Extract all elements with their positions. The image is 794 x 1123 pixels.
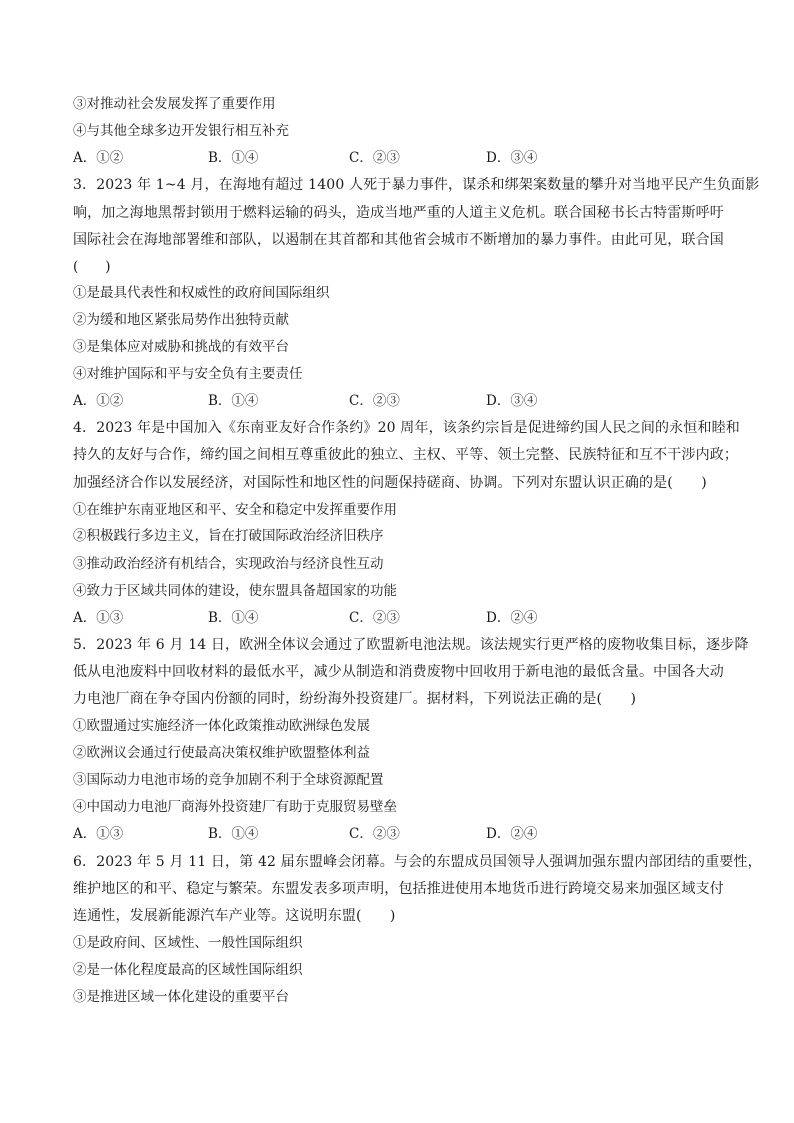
q5-option-b: B．①④ [208,826,259,842]
q6-statement-2: ②是一体化程度最高的区域性国际组织 [73,962,303,978]
q6-statement-3: ③是推进区域一体化建设的重要平台 [73,989,289,1005]
q2-statement-3: ③对推动社会发展发挥了重要作用 [73,96,276,112]
q2-option-d: D．③④ [486,150,538,166]
q3-statement-3: ③是集体应对威胁和挑战的有效平台 [73,339,289,355]
q6-stem-line-1: 6．2023 年 5 月 11 日，第 42 届东盟峰会闭幕。与会的东盟成员国领导人强调加强东盟内部团结的重要性， [73,854,762,870]
q5-option-a: A．①③ [73,826,124,842]
q2-option-a: A．①② [73,150,124,166]
q5-stem-line-3: 力电池厂商在争夺国内份额的同时，纷纷海外投资建厂。据材料，下列说法正确的是( ) [73,691,637,707]
q5-stem-line-1: 5．2023 年 6 月 14 日，欧洲全体议会通过了欧盟新电池法规。该法规实行更严格的废物收集目标，逐步降 [73,637,749,653]
q3-options [73,392,733,410]
q3-answer-blank: ( ) [73,259,111,275]
q3-statement-4: ④对维护国际和平与安全负有主要责任 [73,366,303,382]
q4-option-d: D．②④ [486,610,538,626]
q2-statement-4: ④与其他全球多边开发银行相互补充 [73,123,289,139]
q2-options [73,149,733,167]
q5-statement-2: ②欧洲议会通过行使最高决策权维护欧盟整体利益 [73,745,370,761]
q4-option-b: B．①④ [208,610,259,626]
q4-stem-line-1: 4．2023 年是中国加入《东南亚友好合作条约》20 周年，该条约宗旨是促进缔约国人民之间的永恒和睦和 [73,420,740,436]
q5-stem-line-2: 低从电池废料中回收材料的最低水平，减少从制造和消费废物中回收用于新电池的最低含量。中国各大动 [73,664,724,680]
q3-statement-2: ②为缓和地区紧张局势作出独特贡献 [73,312,289,328]
q3-option-b: B．①④ [208,393,259,409]
q4-statement-1: ①在维护东南亚地区和平、安全和稳定中发挥重要作用 [73,502,397,518]
q4-statement-4: ④致力于区域共同体的建设，使东盟具备超国家的功能 [73,583,397,599]
q4-statement-3: ③推动政治经济有机结合，实现政治与经济良性互动 [73,556,384,572]
q3-option-a: A．①② [73,393,124,409]
q4-stem-line-3: 加强经济合作以发展经济，对国际性和地区性的问题保持磋商、协调。下列对东盟认识正确的是( ) [73,475,707,491]
q6-statement-1: ①是政府间、区域性、一般性国际组织 [73,935,303,951]
q4-stem-line-2: 持久的友好与合作，缔约国之间相互尊重彼此的独立、主权、平等、领土完整、民族特征和互不干涉内政； [73,447,739,463]
q3-stem-line-2: 响，加之海地黑帮封锁用于燃料运输的码头，造成当地严重的人道主义危机。联合国秘书长古特雷斯呼吁 [73,205,724,221]
q5-option-d: D．②④ [486,826,538,842]
q3-option-d: D．③④ [486,393,538,409]
q5-statement-1: ①欧盟通过实施经济一体化政策推动欧洲绿色发展 [73,718,370,734]
q5-statement-4: ④中国动力电池厂商海外投资建厂有助于克服贸易壁垒 [73,799,397,815]
q3-option-c: C．②③ [349,393,400,409]
q5-option-c: C．②③ [349,826,400,842]
q2-option-c: C．②③ [349,150,400,166]
q6-stem-line-3: 连通性，发展新能源汽车产业等。这说明东盟( ) [73,908,396,924]
q5-statement-3: ③国际动力电池市场的竞争加剧不利于全球资源配置 [73,772,384,788]
q4-option-c: C．②③ [349,610,400,626]
q3-stem-line-1: 3．2023 年 1~4 月，在海地有超过 1400 人死于暴力事件，谋杀和绑架案数量的攀升对当地平民产生负面影 [73,177,760,193]
q2-option-b: B．①④ [208,150,259,166]
q5-options [73,825,733,843]
q4-options [73,609,733,627]
q3-stem-line-3: 国际社会在海地部署维和部队，以遏制在其首都和其他省会城市不断增加的暴力事件。由此可见，联合国 [73,232,724,248]
q4-option-a: A．①③ [73,610,124,626]
q6-stem-line-2: 维护地区的和平、稳定与繁荣。东盟发表多项声明，包括推进使用本地货币进行跨境交易来加强区域支付 [73,881,724,897]
q4-statement-2: ②积极践行多边主义，旨在打破国际政治经济旧秩序 [73,528,384,544]
q3-statement-1: ①是最具代表性和权威性的政府间国际组织 [73,285,330,301]
